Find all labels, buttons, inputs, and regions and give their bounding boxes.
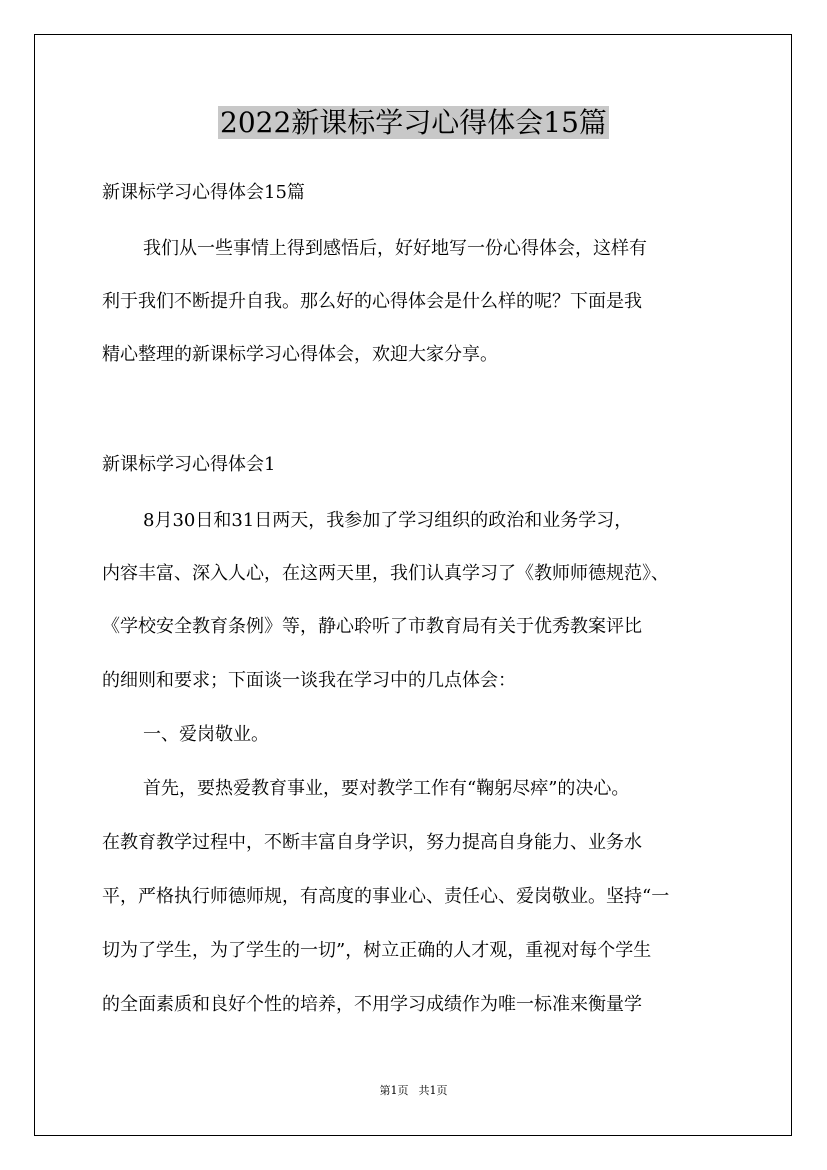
paragraph-line: 8月30日和31日两天，我参加了学习组织的政治和业务学习， (143, 510, 633, 531)
section-heading: 新课标学习心得体会1 (102, 454, 276, 475)
document-subtitle: 新课标学习心得体会15篇 (102, 182, 305, 203)
intro-line-1: 我们从一些事情上得到感悟后，好好地写一份心得体会，这样有 (143, 238, 647, 259)
intro-line-2: 利于我们不断提升自我。那么好的心得体会是什么样的呢？下面是我 (102, 291, 642, 312)
paragraph-line: 内容丰富、深入人心，在这两天里，我们认真学习了《教师师德规范》、 (102, 563, 669, 584)
paragraph-line: 在教育教学过程中，不断丰富自身学识，努力提高自身能力、业务水 (102, 832, 642, 853)
point-heading: 一、爱岗敬业。 (143, 724, 269, 745)
paragraph-line: 切为了学生，为了学生的一切”，树立正确的人才观，重视对每个学生 (102, 940, 652, 961)
paragraph-line: 《学校安全教育条例》等，静心聆听了市教育局有关于优秀教案评比 (102, 616, 642, 637)
page-number: 第1页 (379, 1084, 409, 1097)
intro-line-3: 精心整理的新课标学习心得体会，欢迎大家分享。 (102, 344, 498, 365)
document-title (0, 103, 827, 143)
paragraph-line: 首先，要热爱教育事业，要对教学工作有“鞠躬尽瘁”的决心。 (143, 778, 630, 799)
paragraph-line: 平，严格执行师德师规，有高度的事业心、责任心、爱岗敬业。坚持“一 (102, 886, 670, 907)
page-total: 共1页 (418, 1084, 448, 1097)
paragraph-line: 的全面素质和良好个性的培养，不用学习成绩作为唯一标准来衡量学 (102, 994, 642, 1015)
paragraph-line: 的细则和要求；下面谈一谈我在学习中的几点体会： (102, 670, 516, 691)
document-title-text: 2022新课标学习心得体会15篇 (220, 106, 607, 139)
page-footer (0, 1083, 827, 1099)
